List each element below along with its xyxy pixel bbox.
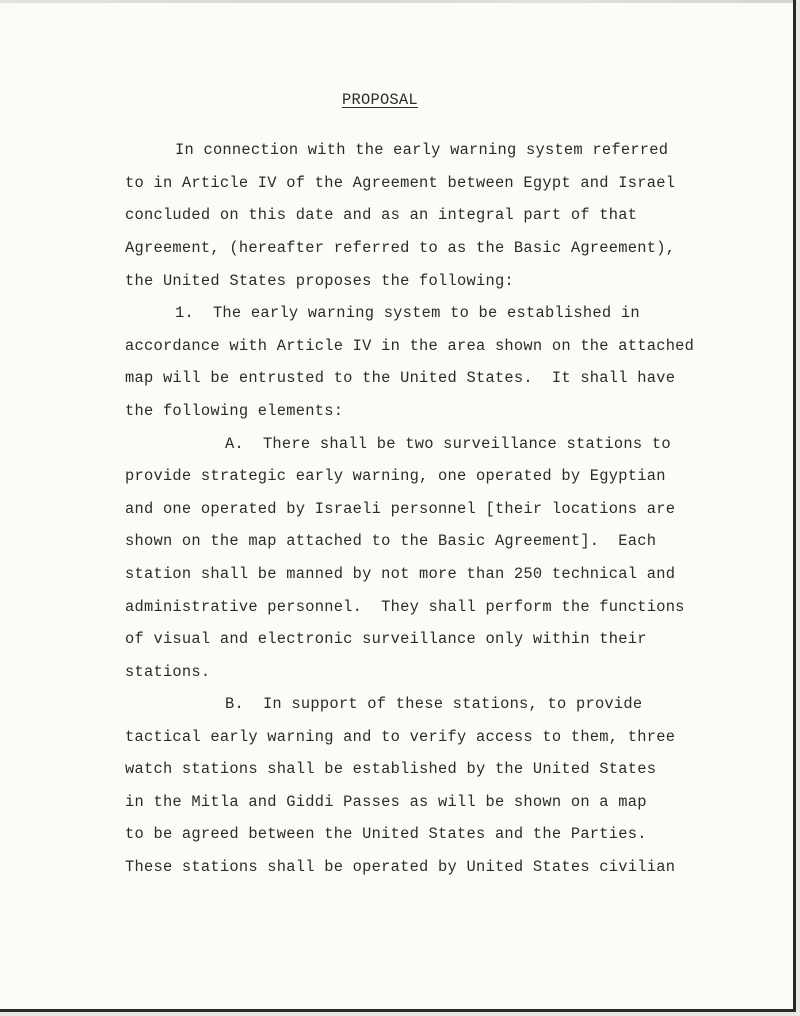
body-line: station shall be manned by not more than 250 technical and (125, 565, 676, 583)
body-line: accordance with Article IV in the area shown on the attached (125, 337, 695, 355)
body-line: of visual and electronic surveillance only within their (125, 630, 647, 648)
body-line: the following elements: (125, 402, 344, 420)
body-line: In connection with the early warning system referred (175, 141, 669, 159)
body-line: shown on the map attached to the Basic Agreement]. Each (125, 532, 657, 550)
body-line: in the Mitla and Giddi Passes as will be shown on a map (125, 793, 647, 811)
body-line: 1. The early warning system to be established in (175, 304, 640, 322)
body-line: stations. (125, 663, 211, 681)
body-line: to in Article IV of the Agreement between Egypt and Israel (125, 174, 676, 192)
body-line: and one operated by Israeli personnel [their locations are (125, 500, 676, 518)
body-line: concluded on this date and as an integral part of that (125, 206, 638, 224)
scan-top-edge (0, 0, 793, 3)
document-title: PROPOSAL (342, 91, 418, 109)
body-line: the United States proposes the following: (125, 272, 514, 290)
body-line: map will be entrusted to the United States. It shall have (125, 369, 676, 387)
body-line: tactical early warning and to verify access to them, three (125, 728, 676, 746)
body-line: A. There shall be two surveillance stations to (225, 435, 671, 453)
body-line: B. In support of these stations, to provide (225, 695, 643, 713)
body-line: to be agreed between the United States and the Parties. (125, 825, 647, 843)
body-line: administrative personnel. They shall perform the functions (125, 598, 685, 616)
body-line: Agreement, (hereafter referred to as the Basic Agreement), (125, 239, 676, 257)
body-line: These stations shall be operated by United States civilian (125, 858, 676, 876)
body-line: watch stations shall be established by the United States (125, 760, 657, 778)
body-line: provide strategic early warning, one operated by Egyptian (125, 467, 666, 485)
